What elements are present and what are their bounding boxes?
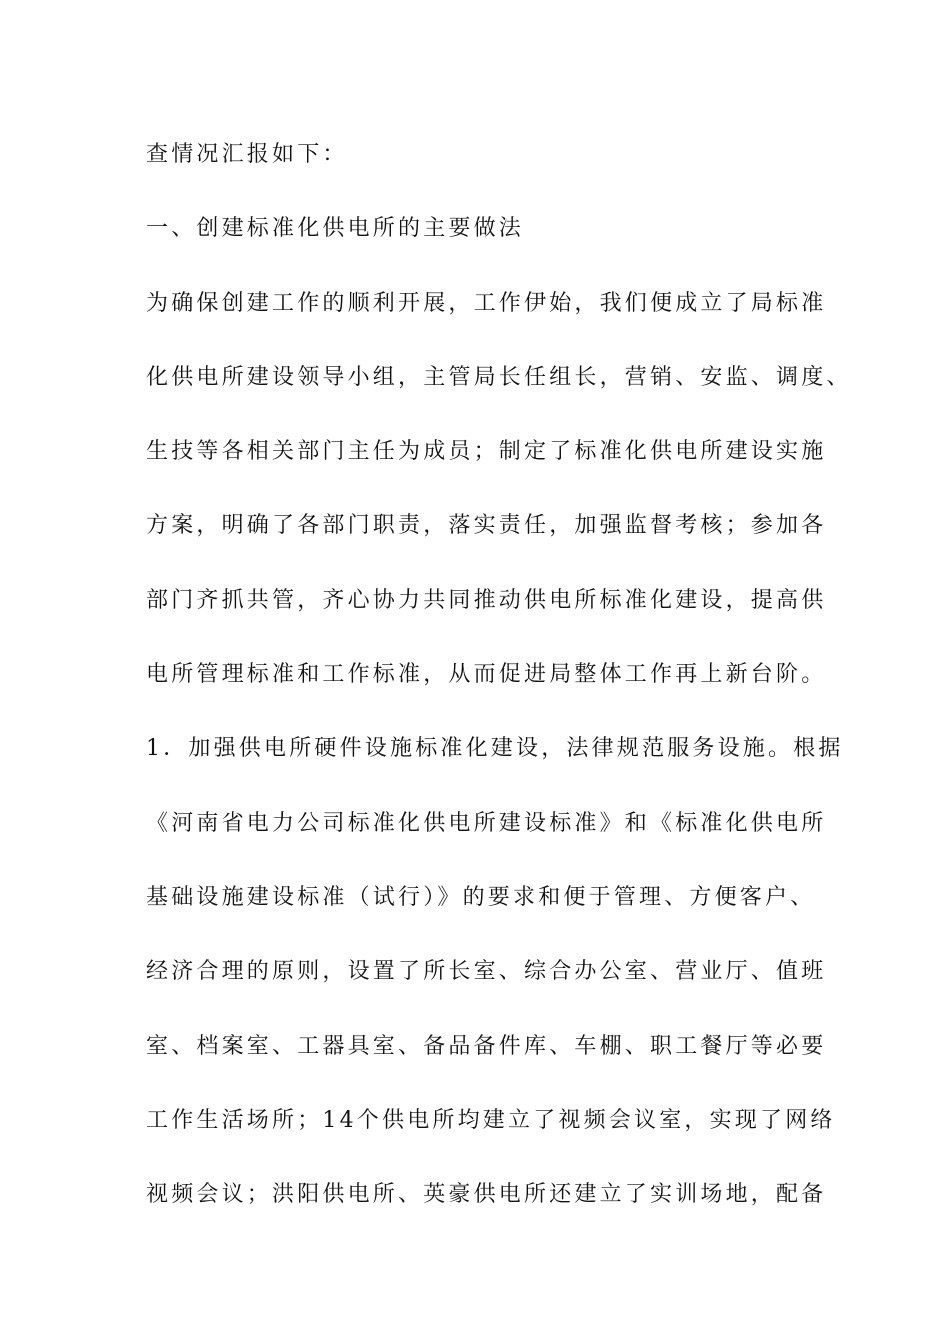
- text-line: 化供电所建设领导小组，主管局长任组长，营销、安监、调度、: [146, 364, 852, 390]
- text-line: 《河南省电力公司标准化供电所建设标准》和《标准化供电所: [146, 810, 827, 836]
- text-line: 查情况汇报如下：: [146, 142, 348, 167]
- text-line: 方案，明确了各部门职责，落实责任，加强监督考核；参加各: [146, 513, 827, 539]
- section-heading: 一、创建标准化供电所的主要做法: [146, 216, 525, 242]
- document-body: [146, 128, 852, 1242]
- text-line: 经济合理的原则，设置了所长室、综合办公室、营业厅、值班: [146, 959, 827, 985]
- text-line: 电所管理标准和工作标准，从而促进局整体工作再上新台阶。: [146, 662, 827, 688]
- text-line: 部门齐抓共管，齐心协力共同推动供电所标准化建设，提高供: [146, 587, 827, 613]
- text-line: 工作生活场所；14个供电所均建立了视频会议室，实现了网络: [146, 1107, 836, 1133]
- text-line: 为确保创建工作的顺利开展，工作伊始，我们便成立了局标准: [146, 290, 827, 316]
- subsection-line: 1．加强供电所硬件设施标准化建设，法律规范服务设施。根据: [146, 736, 844, 762]
- text-line: 基础设施建设标准（试行）》的要求和便于管理、方便客户、: [146, 884, 816, 910]
- text-line: 视频会议；洪阳供电所、英豪供电所还建立了实训场地，配备: [146, 1182, 827, 1208]
- text-line: 生技等各相关部门主任为成员；制定了标准化供电所建设实施: [146, 439, 827, 465]
- text-line: 室、档案室、工器具室、备品备件库、车棚、职工餐厅等必要: [146, 1033, 827, 1059]
